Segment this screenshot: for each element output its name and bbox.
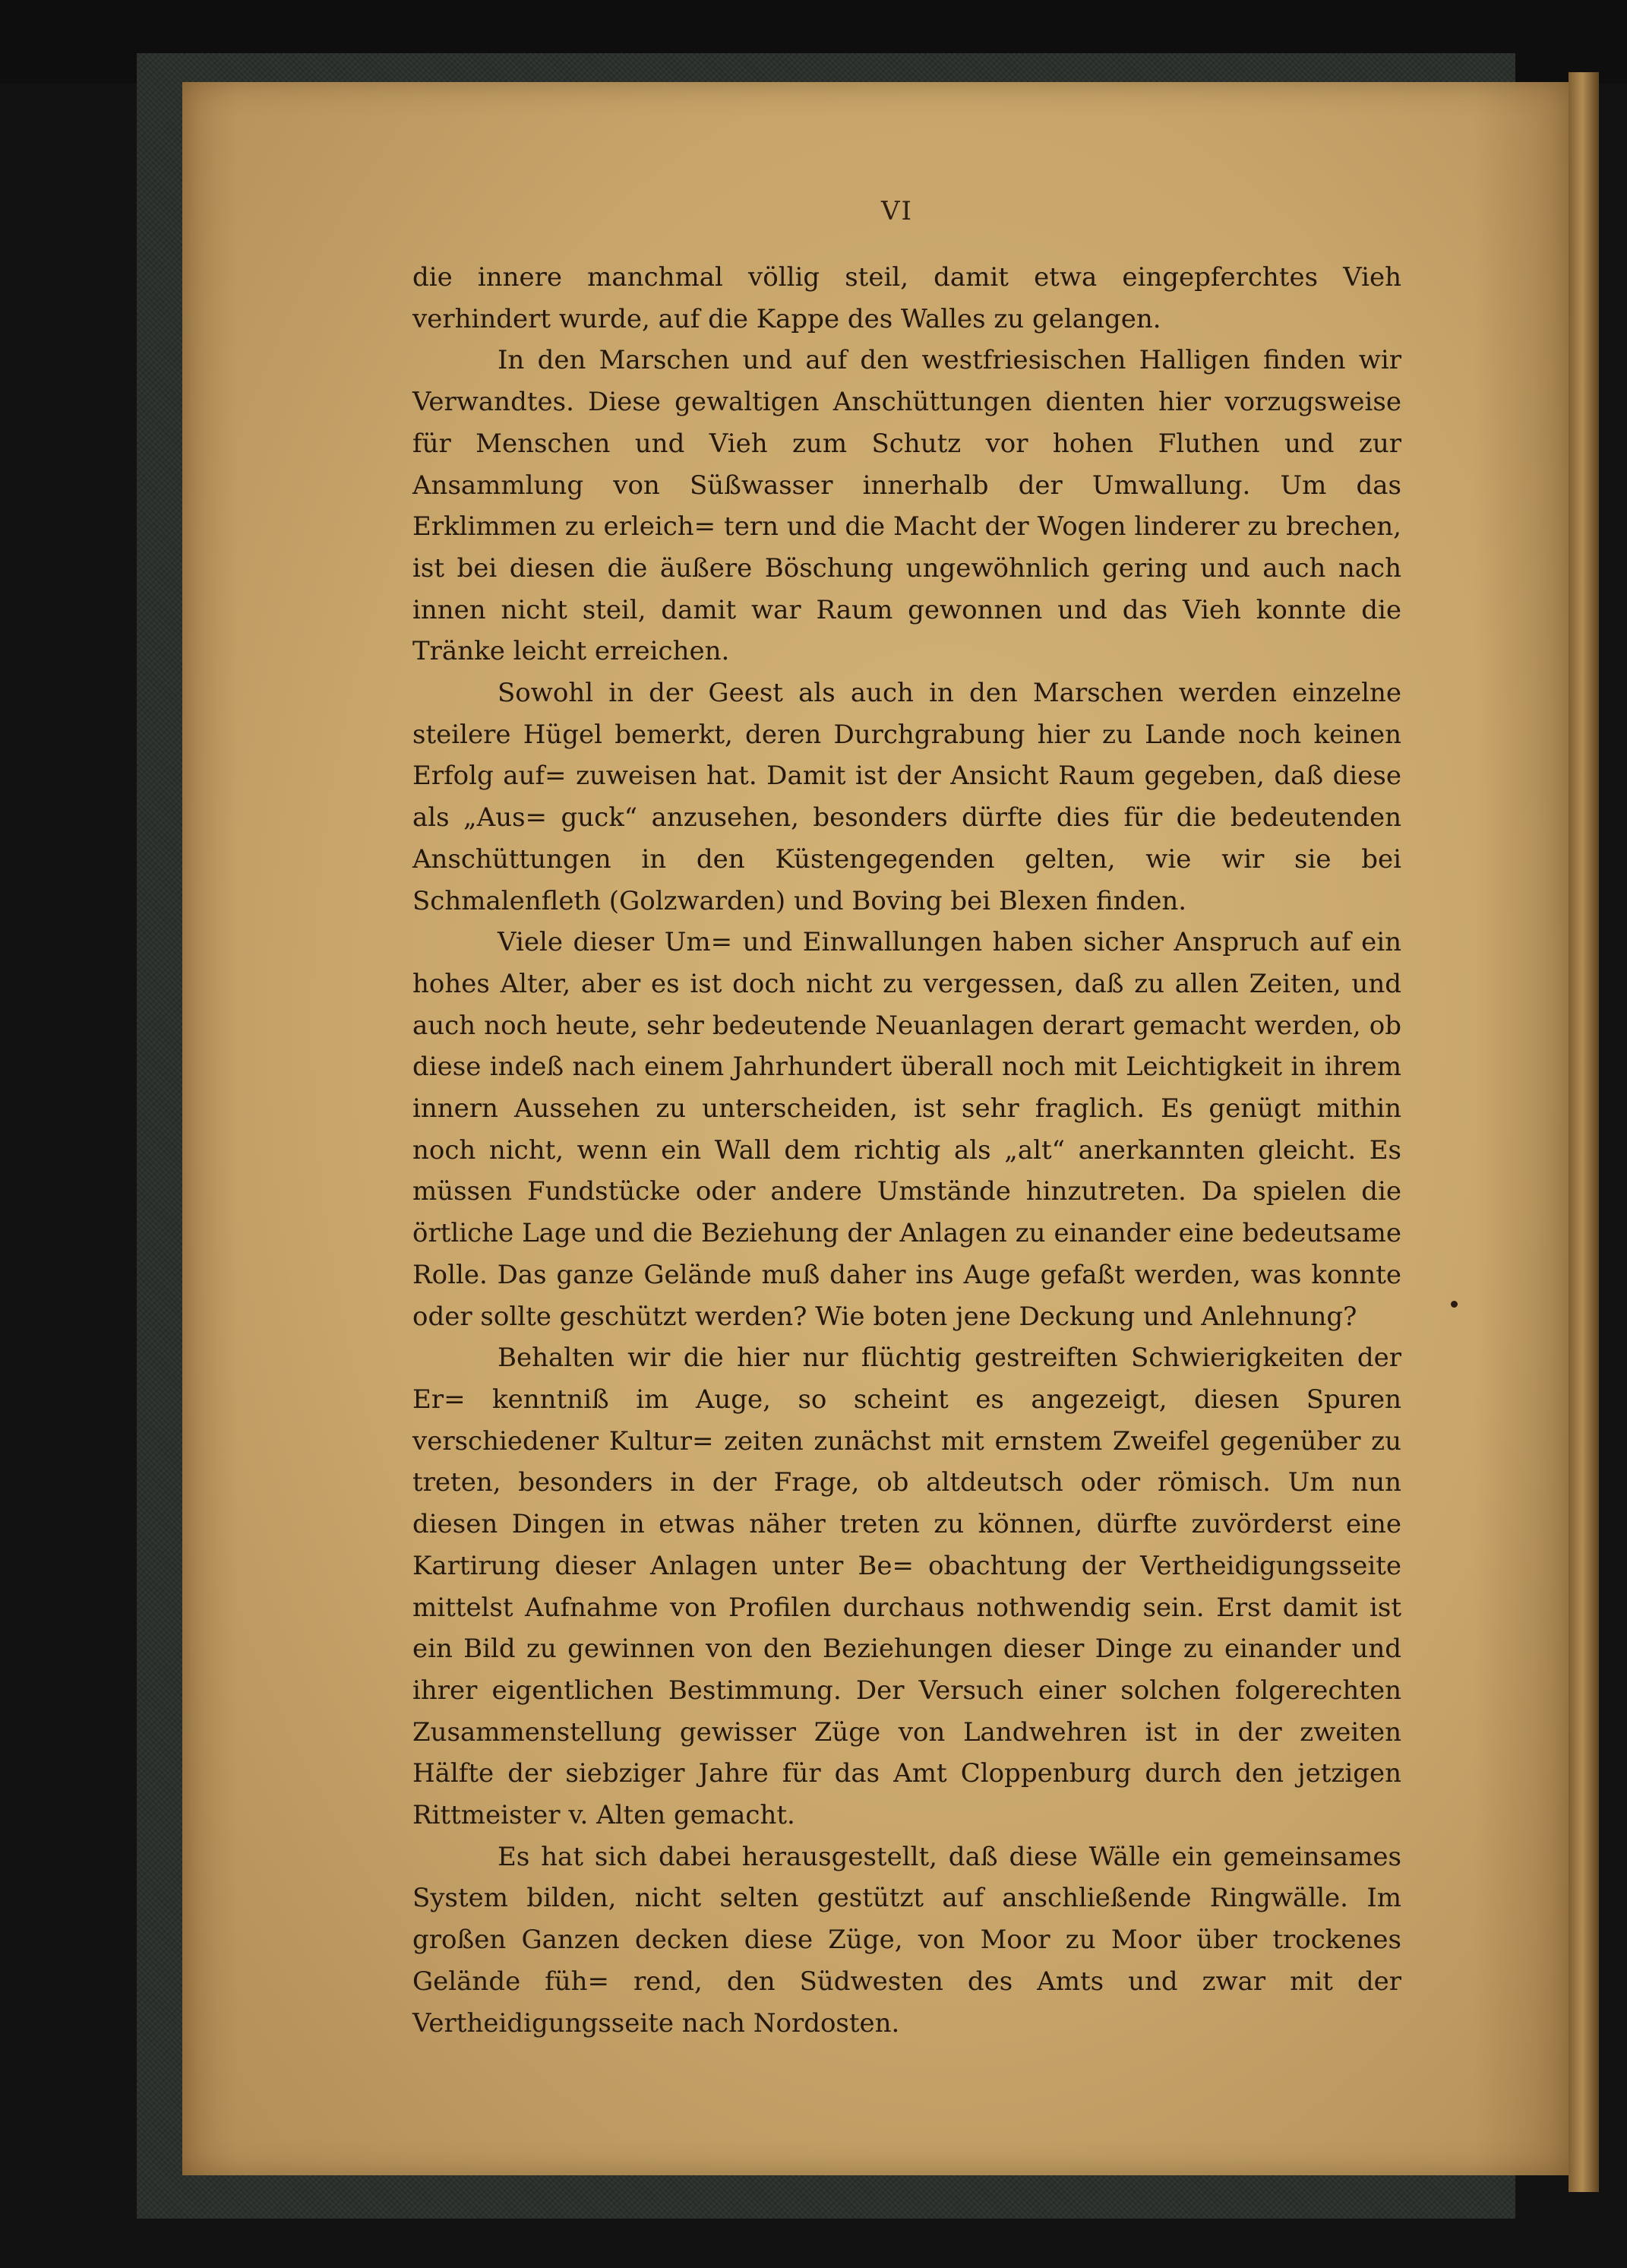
paragraph-3: Sowohl in der Geest als auch in den Marschen werden einzelne steilere Hügel bemerkt, deren Durchgrabung hier zu Lande noch keinen Erfolg auf= zuweisen hat. Damit ist der Ansicht Raum gegeben, daß diese als „Aus= guck“ anzusehen, besonders dürfte dies für die bedeutenden Anschüttungen in den Küstengegenden gelten, wie wir sie bei Schmalenfleth (Golzwarden) und Boving bei Blexen finden. — [412, 678, 1401, 916]
page-gutter — [1569, 72, 1599, 2192]
body-text — [412, 257, 1401, 2044]
paragraph-1: die innere manchmal völlig steil, damit etwa eingepferchtes Vieh verhindert wurde, auf die Kappe des Walles zu gelangen. — [412, 262, 1401, 334]
paragraph-4: Viele dieser Um= und Einwallungen haben sicher Anspruch auf ein hohes Alter, aber es ist doch nicht zu vergessen, daß zu allen Zeiten, und auch noch heute, sehr bedeutende Neuanlagen derart gemacht werden, ob diese indeß nach einem Jahrhundert überall noch mit Leichtigkeit in ihrem innern Aussehen zu unterscheiden, ist sehr fraglich. Es genügt mithin noch nicht, wenn ein Wall dem richtig als „alt“ anerkannten gleicht. Es müssen Fundstücke oder andere Umstände hinzutreten. Da spielen die örtliche Lage und die Beziehung der Anlagen zu einander eine bedeutsame Rolle. Das ganze Gelände muß daher ins Auge gefaßt werden, was konnte oder sollte geschützt werden? Wie boten jene Deckung und Anlehnung? — [412, 927, 1401, 1332]
paragraph-2: In den Marschen und auf den westfriesischen Halligen finden wir Verwandtes. Diese gewaltigen Anschüttungen dienten hier vorzugsweise für Menschen und Vieh zum Schutz vor hohen Fluthen und zur Ansammlung von Süßwasser innerhalb der Umwallung. Um das Erklimmen zu erleich= tern und die Macht der Wogen linderer zu brechen, ist bei diesen die äußere Böschung ungewöhnlich gering und auch nach innen nicht steil, damit war Raum gewonnen und das Vieh konnte die Tränke leicht erreichen. — [412, 345, 1401, 667]
paragraph-6: Es hat sich dabei herausgestellt, daß diese Wälle ein gemeinsames System bilden, nicht selten gestützt auf anschließende Ringwälle. Im großen Ganzen decken diese Züge, von Moor zu Moor über trockenes Gelände füh= rend, den Südwesten des Amts und zwar mit der Vertheidigungsseite nach Nordosten. — [412, 1841, 1401, 2039]
paper-spot — [1451, 1301, 1458, 1308]
page-number: VI — [881, 196, 913, 226]
paragraph-5: Behalten wir die hier nur flüchtig gestreiften Schwierigkeiten der Er= kenntniß im Auge, so scheint es angezeigt, diesen Spuren verschiedener Kultur= zeiten zunächst mit ernstem Zweifel gegenüber zu treten, besonders in der Frage, ob altdeutsch oder römisch. Um nun diesen Dingen in etwas näher treten zu können, dürfte zuvörderst eine Kartirung dieser Anlagen unter Be= obachtung der Vertheidigungsseite mittelst Aufnahme von Profilen durchaus nothwendig sein. Erst damit ist ein Bild zu gewinnen von den Beziehungen dieser Dinge zu einander und ihrer eigentlichen Bestimmung. Der Versuch einer solchen folgerechten Zusammenstellung gewisser Züge von Landwehren ist in der zweiten Hälfte der siebziger Jahre für das Amt Cloppenburg durch den jetzigen Rittmeister v. Alten gemacht. — [412, 1343, 1401, 1831]
